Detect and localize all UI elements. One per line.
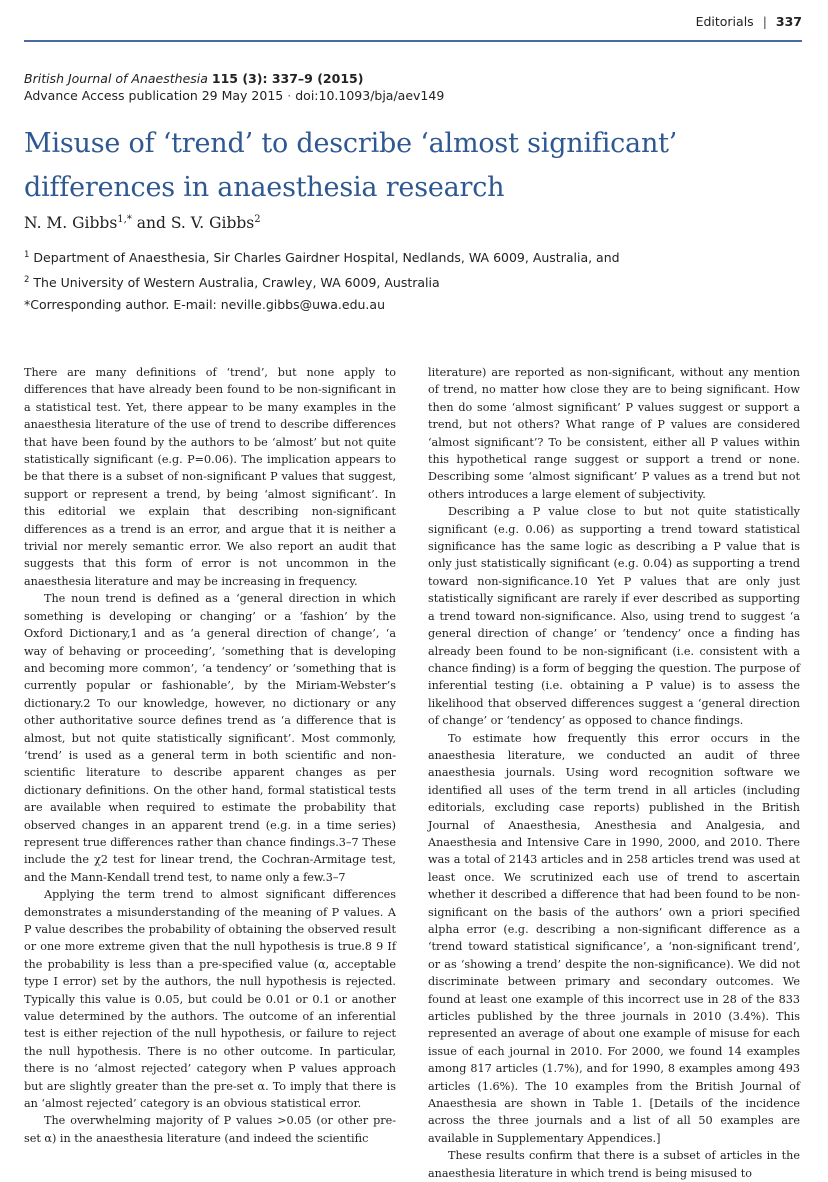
left-column: [24, 364, 396, 1147]
citation-block: [24, 70, 444, 104]
title-line-2: differences in anaesthesia research: [24, 172, 505, 203]
author-1: N. M. Gibbs: [24, 214, 118, 233]
paragraph: Applying the term trend to almost significant differences demonstrates a misunderstanding of the meaning of P values. A P value describes the probability of obtaining the observed result or one more extreme given that the null hypothesis is true.8 9 If the probability is less than a pre-specified value (α, acceptable type I error) set by the authors, the null hypothesis is rejected. Typically this value is 0.05, but could be 0.01 or 0.1 or another value determined by the authors. The outcome of an inferential test is either rejection of the null hypothesis, or failure to reject the null hypothesis. There is no other outcome. In particular, there is no ‘almost rejected’ category when P values approach but are slightly greater than the pre-set α. To imply that there is an ‘almost rejected’ category is an obvious statistical error.: [24, 888, 396, 1111]
header-rule: [24, 40, 802, 42]
paragraph: Describing a P value close to but not quite statistically significant (e.g. 0.06) as supporting a trend toward statistical significance has the same logic as describing a P value that is only just statistically significant (e.g. 0.04) as supporting a trend toward non-significance.10 Yet P values that are only just statistically significant are rarely if ever described as supporting a trend toward non-significance. Also, using trend to suggest ‘a general direction of change’ or ‘tendency’ once a finding has already been found to be non-significant (i.e. consistent with a chance finding) is a form of begging the question. The purpose of inferential testing (i.e. obtaining a P value) is to assess the likelihood that observed differences suggest a ‘general direction of change’ or ‘tendency’ as opposed to chance findings.: [428, 505, 800, 728]
running-head: [696, 14, 802, 29]
author-2: S. V. Gibbs: [170, 214, 255, 233]
paragraph: There are many definitions of ‘trend’, but none apply to differences that have already been found to be non-significant in a statistical test. Yet, there appear to be many examples in the anaesthesia literature of the use of trend to describe differences that have been found by the authors to be ‘almost’ but not quite statistically significant (e.g. P=0.06). The implication appears to be that there is a subset of non-significant P values that suggest, support or represent a trend, by being ‘almost significant’. In this editorial we explain that describing non-significant differences as a trend is an error, and argue that it is neither a trivial nor merely semantic error. We also report an audit that suggests that this form of error is not uncommon in the anaesthesia literature and may be increasing in frequency.: [24, 366, 396, 588]
author-1-affiliation: 1,*: [117, 214, 132, 225]
section-label: Editorials: [695, 14, 754, 29]
paragraph: These results confirm that there is a subset of articles in the anaesthesia literature in which trend is being misused to: [428, 1149, 800, 1180]
author-conjunction: and: [131, 214, 171, 233]
running-head-separator: |: [762, 14, 767, 29]
author-2-affiliation: 2: [254, 214, 261, 225]
journal-name: British Journal of Anaesthesia: [24, 71, 208, 86]
corresponding-author: *Corresponding author. E-mail: neville.gibbs@uwa.edu.au: [24, 297, 385, 313]
paragraph: literature) are reported as non-significant, without any mention of trend, no matter how close they are to being significant. How then do some ‘almost significant’ P values suggest or support a trend, but not others? What range of P values are considered ‘almost significant’? To be consistent, either all P values within this hypothetical range suggest or support a trend or none. Describing some ‘almost significant’ P values as a trend but not others introduces a large element of subjectivity.: [428, 366, 800, 501]
title-line-1: Misuse of ‘trend’ to describe ‘almost significant’: [24, 128, 678, 159]
affiliation-1: $^1$ Department of Anaesthesia, Sir Charles Gairdner Hospital, Nedlands, WA 6009, Australia, and: [24, 250, 620, 266]
affiliation-2: $^2$ The University of Western Australia, Crawley, WA 6009, Australia: [24, 275, 440, 291]
citation-dot: ·: [287, 88, 292, 103]
doi-link[interactable]: doi:10.1093/bja/aev149: [295, 88, 445, 103]
paragraph: The noun trend is defined as a ‘general direction in which something is developing or changing’ or a ‘fashion’ by the Oxford Dictionary,1 and as ‘a general direction of change’, ‘a way of behaving or proceeding’, ‘something that is developing and becoming more common’, ‘a tendency’ or ‘something that is currently popular or fashionable’, by the Miriam-Webster’s dictionary.2 To our knowledge, however, no dictionary or any other authoritative source defines trend as ‘a difference that is almost, but not quite statistically significant’. Most commonly, ‘trend’ is used as a general term in both scientific and non-scientific literature to describe apparent changes as per dictionary definitions. On the other hand, formal statistical tests are available when required to estimate the probability that observed changes in an apparent trend (e.g. in a time series) represent true differences rather than chance findings.3–7 These include the χ2 test for linear trend, the Cochran-Armitage test, and the Mann-Kendall trend test, to name only a few.3–7: [24, 592, 396, 884]
affiliations: [24, 244, 620, 316]
paragraph: To estimate how frequently this error occurs in the anaesthesia literature, we conducted an audit of three anaesthesia journals. Using word recognition software we identified all uses of the term trend in all articles (including editorials, excluding case reports) published in the British Journal of Anaesthesia, Anesthesia and Analgesia, and Anaesthesia and Intensive Care in 1990, 2000, and 2010. There was a total of 2143 articles and in 258 articles trend was used at least once. We scrutinized each use of trend to ascertain whether it described a difference that had been found to be non-significant on the basis of the authors’ own a priori specified alpha error (e.g. describing a non-significant difference as a ‘trend toward statistical significance’, a ‘non-significant trend’, or as ‘showing a trend’ despite the non-significance). We did not discriminate between primary and secondary outcomes. We found at least one example of this incorrect use in 28 of the 833 articles published by the three journals in 2010 (3.4%). This represented an average of about one example of misuse for each issue of each journal in 2010. For 2000, we found 14 examples among 817 articles (1.7%), and for 1990, 8 examples among 493 articles (1.6%). The 10 examples from the British Journal of Anaesthesia are shown in Table 1. [Details of the incidence across the three journals and a list of all 50 examples are available in Supplementary Appendices.]: [428, 731, 800, 1145]
right-column: [428, 364, 800, 1182]
paragraph: The overwhelming majority of P values >0.05 (or other pre-set α) in the anaesthesia literature (and indeed the scientific: [24, 1114, 396, 1145]
advance-access: Advance Access publication 29 May 2015: [24, 88, 284, 103]
author-list: [24, 214, 261, 232]
volume-issue: 115 (3): 337–9 (2015): [211, 71, 364, 86]
page-number: 337: [775, 14, 802, 29]
article-title: [24, 122, 784, 210]
